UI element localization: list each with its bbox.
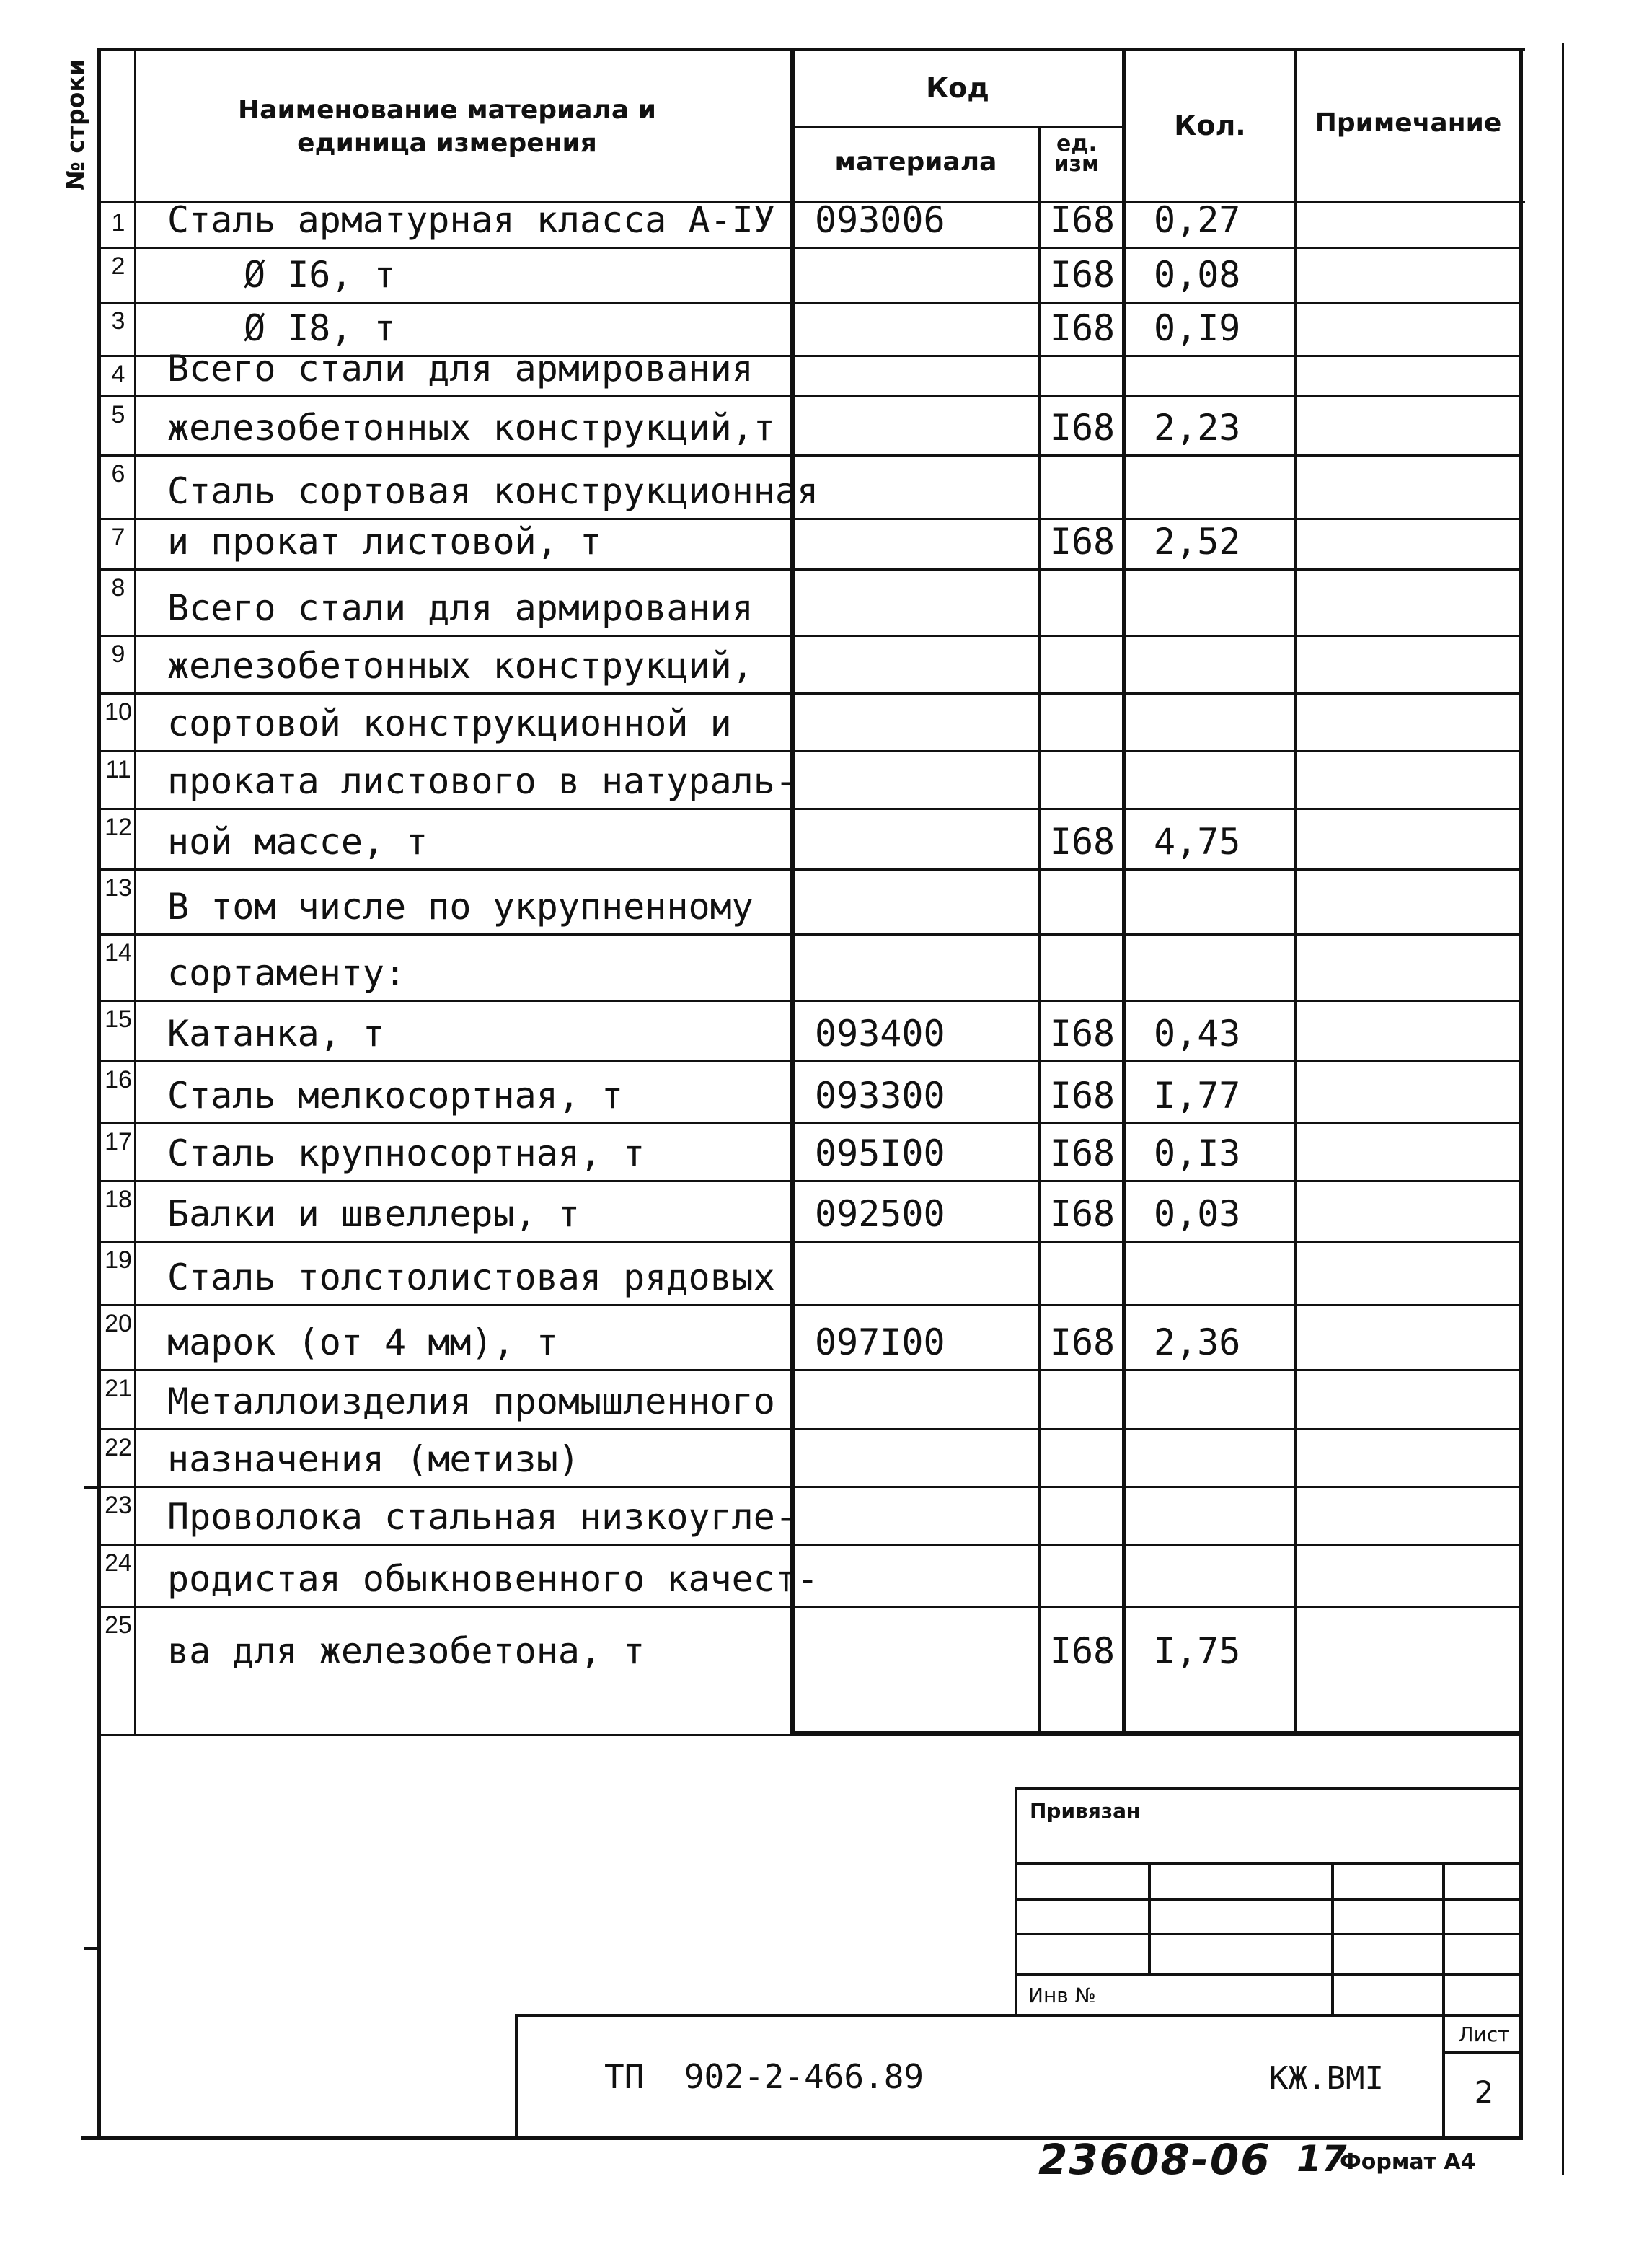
row-material-name: Металлоизделия промышленного	[167, 1381, 775, 1422]
row-unit-code: I68	[1049, 1630, 1116, 1672]
row-separator	[97, 1000, 1523, 1002]
row-number: 17	[105, 1128, 132, 1156]
row-material-name: сортовой конструкционной и	[167, 703, 732, 744]
row-material-name: железобетонных конструкций,	[167, 645, 754, 687]
row-material-name: Сталь сортовая конструкционная	[167, 470, 819, 512]
code-split-horizontal	[790, 126, 1125, 128]
row-material-code: 093300	[815, 1075, 945, 1117]
row-quantity: 0,03	[1154, 1193, 1241, 1235]
row-unit-code: I68	[1049, 1193, 1116, 1235]
header-code-unit: ед. изм	[1054, 131, 1100, 177]
tb-attached-left	[1015, 1787, 1017, 2017]
row-number: 21	[105, 1375, 132, 1402]
row-material-name: сортаменту:	[167, 952, 407, 994]
row-material-name: Ø I6, т	[244, 254, 396, 296]
row-separator	[97, 1122, 1523, 1124]
tb-sheet-label: Лист	[1458, 2023, 1510, 2046]
row-unit-code: I68	[1049, 1013, 1116, 1055]
row-unit-code: I68	[1049, 407, 1116, 449]
handwritten-archive-number: 23608-06	[1038, 2135, 1271, 2184]
row-separator	[97, 808, 1523, 810]
row-material-name: родистая обыкновенного качест-	[167, 1558, 819, 1600]
row-material-name: Сталь толстолистовая рядовых	[167, 1256, 775, 1298]
outer-right-edge	[1562, 43, 1564, 2175]
row-quantity: 0,27	[1154, 199, 1241, 241]
tb-sheet-number: 2	[1474, 2074, 1494, 2110]
row-number: 13	[105, 874, 132, 902]
row-number: 18	[105, 1186, 132, 1213]
row-material-code: 095I00	[815, 1132, 945, 1174]
row-separator	[97, 1606, 1523, 1608]
row-number: 6	[111, 460, 125, 488]
row-separator	[97, 1486, 1523, 1488]
row-material-code: 093006	[815, 199, 945, 241]
row-number: 25	[105, 1611, 132, 1639]
row-unit-code: I68	[1049, 521, 1116, 563]
row-material-name: В том числе по укрупненному	[167, 886, 754, 928]
tb-document-code: ТП 902-2-466.89	[604, 2057, 924, 2096]
row-separator	[97, 302, 1523, 304]
header-row-number: № строки	[61, 59, 89, 190]
tb-grid-v2	[1331, 1862, 1334, 2017]
row-number: 9	[111, 641, 125, 668]
row-quantity: 2,52	[1154, 521, 1241, 563]
row-material-name: Всего стали для армирования	[167, 587, 754, 629]
row-material-name: марок (от 4 мм), т	[167, 1321, 558, 1363]
row-material-name: и прокат листовой, т	[167, 521, 602, 563]
row-number: 4	[111, 361, 125, 388]
tb-main-top	[515, 2014, 1523, 2017]
row-number-divider	[134, 48, 136, 1735]
tb-inv-no-label: Инв №	[1028, 1984, 1096, 2007]
row-unit-code: I68	[1049, 821, 1116, 863]
tb-grid-h1	[1015, 1862, 1523, 1865]
tb-grid-v1	[1148, 1862, 1151, 1975]
row-number: 14	[105, 939, 132, 967]
handwritten-page-number: 17	[1297, 2138, 1347, 2180]
row-quantity: 0,I3	[1154, 1132, 1241, 1174]
tb-sheet-divider	[1442, 2051, 1523, 2054]
row-separator	[97, 1060, 1523, 1062]
row-separator	[97, 454, 1523, 457]
row-material-name: ной массе, т	[167, 821, 428, 863]
row-number: 19	[105, 1246, 132, 1274]
row-number: 15	[105, 1005, 132, 1033]
row-unit-code: I68	[1049, 254, 1116, 296]
row-separator	[97, 247, 1523, 249]
row-material-name: Ø I8, т	[244, 307, 396, 349]
row-material-code: 092500	[815, 1193, 945, 1235]
row-material-name: Катанка, т	[167, 1013, 385, 1055]
row-unit-code: I68	[1049, 1075, 1116, 1117]
row-separator	[97, 1241, 1523, 1243]
margin-tick-2	[84, 1947, 100, 1950]
row-material-name: Проволока стальная низкоугле-	[167, 1496, 797, 1538]
tb-grid-h3	[1015, 1933, 1523, 1935]
row-number: 2	[111, 252, 125, 280]
row-number: 3	[111, 307, 125, 335]
row-separator	[97, 1369, 1523, 1371]
row-separator	[97, 868, 1523, 871]
row-material-code: 093400	[815, 1013, 945, 1055]
row-separator	[97, 692, 1523, 695]
row-material-name: железобетонных конструкций,т	[167, 407, 775, 449]
tb-document-mark: КЖ.ВМI	[1269, 2060, 1384, 2097]
row-quantity: I,77	[1154, 1075, 1241, 1117]
tb-grid-h2	[1015, 1898, 1523, 1901]
table-left-border	[97, 48, 101, 2139]
row-unit-code: I68	[1049, 1132, 1116, 1174]
header-material-name: Наименование материала и единица измерения	[238, 95, 656, 158]
row-quantity: 2,36	[1154, 1321, 1241, 1363]
row-material-name: назначения (метизы)	[167, 1438, 580, 1480]
row-material-name: Всего стали для армирования	[167, 348, 754, 389]
body-bottom-thin	[97, 1734, 793, 1736]
row-material-name: Сталь арматурная класса А-IУ	[167, 199, 775, 241]
material-unit-divider	[1038, 126, 1041, 1735]
tb-attached-top	[1015, 1787, 1523, 1790]
name-code-divider	[790, 48, 795, 1735]
row-unit-code: I68	[1049, 1321, 1116, 1363]
row-number: 8	[111, 574, 125, 602]
row-material-name: Балки и швеллеры, т	[167, 1193, 580, 1235]
row-separator	[97, 750, 1523, 752]
row-number: 1	[111, 209, 125, 237]
row-material-name: Сталь мелкосортная, т	[167, 1075, 624, 1117]
tb-main-left	[515, 2014, 518, 2139]
row-separator	[97, 1180, 1523, 1182]
row-material-name: ва для железобетона, т	[167, 1630, 645, 1672]
row-separator	[97, 1544, 1523, 1546]
header-code-material: материала	[834, 147, 997, 177]
row-quantity: 4,75	[1154, 821, 1241, 863]
header-note: Примечание	[1315, 108, 1502, 138]
row-quantity: 0,08	[1154, 254, 1241, 296]
row-quantity: 0,43	[1154, 1013, 1241, 1055]
row-number: 7	[111, 524, 125, 551]
row-number: 24	[105, 1549, 132, 1577]
row-number: 10	[105, 698, 132, 726]
row-unit-code: I68	[1049, 199, 1116, 241]
row-separator	[97, 1304, 1523, 1306]
header-quantity: Кол.	[1174, 110, 1246, 141]
qty-note-divider	[1294, 48, 1297, 1735]
tb-attached-label: Привязан	[1030, 1799, 1141, 1823]
row-number: 22	[105, 1434, 132, 1461]
row-number: 20	[105, 1310, 132, 1337]
row-material-name: проката листового в натураль-	[167, 760, 797, 802]
row-material-code: 097I00	[815, 1321, 945, 1363]
row-number: 11	[105, 756, 131, 783]
code-qty-divider	[1122, 48, 1126, 1735]
row-number: 5	[111, 401, 125, 428]
row-separator	[97, 635, 1523, 637]
table-top-border	[97, 48, 1525, 51]
row-number: 12	[105, 814, 132, 841]
row-separator	[97, 933, 1523, 936]
row-number: 16	[105, 1066, 132, 1093]
row-number: 23	[105, 1492, 132, 1519]
row-separator	[97, 395, 1523, 397]
tb-grid-h4	[1015, 1973, 1523, 1976]
row-separator	[97, 1428, 1523, 1430]
row-quantity: 2,23	[1154, 407, 1241, 449]
row-material-name: Сталь крупносортная, т	[167, 1132, 645, 1174]
body-bottom-border	[790, 1731, 1523, 1736]
row-quantity: I,75	[1154, 1630, 1241, 1672]
row-unit-code: I68	[1049, 307, 1116, 349]
header-code: Код	[926, 72, 989, 104]
row-separator	[97, 568, 1523, 571]
row-separator	[97, 518, 1523, 520]
format-label: Формат А4	[1340, 2149, 1476, 2175]
tb-grid-v3	[1442, 1862, 1445, 2139]
row-quantity: 0,I9	[1154, 307, 1241, 349]
table-right-border	[1519, 48, 1523, 2139]
